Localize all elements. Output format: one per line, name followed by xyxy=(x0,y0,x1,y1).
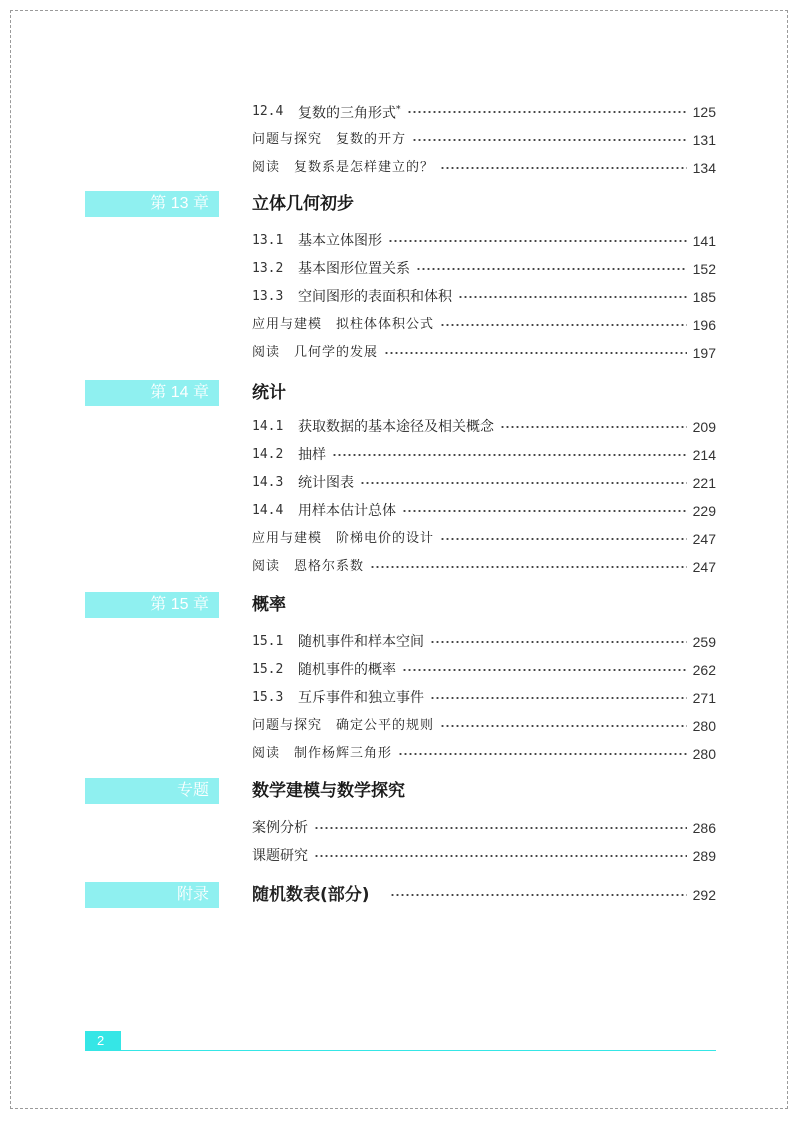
toc-entry[interactable] xyxy=(252,101,716,123)
section-number: 13.2 xyxy=(252,261,284,276)
toc-entry[interactable] xyxy=(252,286,716,308)
dot-leader xyxy=(388,240,687,242)
toc-entry[interactable] xyxy=(252,845,716,867)
section-title-text: 问题与探究 确定公平的规则 xyxy=(252,718,435,733)
toc-entry[interactable] xyxy=(252,314,716,336)
section-title-text: 阅读 制作杨辉三角形 xyxy=(252,746,393,761)
section-title xyxy=(252,528,434,550)
dot-leader xyxy=(440,324,687,326)
section-title xyxy=(252,817,308,839)
dot-leader xyxy=(390,894,687,896)
section-number: 15.3 xyxy=(252,690,284,705)
section-title-text: 获取数据的基本途径及相关概念 xyxy=(298,419,494,435)
section-number: 15.2 xyxy=(252,662,284,677)
dot-leader xyxy=(440,538,687,540)
section-title-text: 随机事件和样本空间 xyxy=(298,634,424,650)
page-number-ref: 152 xyxy=(692,261,716,277)
dot-leader xyxy=(430,641,687,643)
page-number-ref: 131 xyxy=(692,132,716,148)
section-number: 15.1 xyxy=(252,634,284,649)
toc-entry[interactable] xyxy=(252,342,716,364)
section-title xyxy=(298,230,382,252)
appendix-title: 随机数表(部分) xyxy=(252,885,370,905)
toc-entry[interactable] xyxy=(252,500,716,522)
section-title xyxy=(252,715,434,737)
section-title-text: 应用与建模 阶梯电价的设计 xyxy=(252,531,435,546)
page-number: 2 xyxy=(85,1031,121,1051)
toc-entry[interactable] xyxy=(252,416,716,438)
optional-mark: * xyxy=(396,105,401,116)
section-title-text: 案例分析 xyxy=(252,820,308,836)
page-number-ref: 141 xyxy=(692,233,716,249)
page-number-ref: 280 xyxy=(692,746,716,762)
dot-leader xyxy=(360,482,687,484)
section-number: 14.3 xyxy=(252,475,284,490)
section-number: 12.4 xyxy=(252,104,284,119)
section-title-text: 抽样 xyxy=(298,447,326,463)
dot-leader xyxy=(402,510,687,512)
section-number: 13.3 xyxy=(252,289,284,304)
section-title xyxy=(298,416,494,438)
section-title xyxy=(252,743,392,765)
page-number-ref: 229 xyxy=(692,503,716,519)
page-number-ref: 125 xyxy=(692,104,716,120)
toc-entry[interactable] xyxy=(252,817,716,839)
dot-leader xyxy=(440,167,687,169)
dot-leader xyxy=(430,697,687,699)
page-number-ref: 197 xyxy=(692,345,716,361)
toc-entry[interactable] xyxy=(252,743,716,765)
dot-leader xyxy=(370,566,687,568)
chapter-title[interactable]: 统计 xyxy=(252,383,286,403)
dot-leader xyxy=(407,111,687,113)
footer-rule xyxy=(85,1050,716,1051)
dot-leader xyxy=(500,426,687,428)
dot-leader xyxy=(384,352,687,354)
toc-entry[interactable] xyxy=(252,715,716,737)
section-title xyxy=(252,342,378,364)
section-title xyxy=(298,286,452,308)
page-number-ref: 221 xyxy=(692,475,716,491)
section-number: 13.1 xyxy=(252,233,284,248)
toc-entry[interactable] xyxy=(252,258,716,280)
section-title-text: 阅读 恩格尔系数 xyxy=(252,559,365,574)
page-number-ref: 247 xyxy=(692,559,716,575)
page-number-ref: 134 xyxy=(692,160,716,176)
page-number-ref: 280 xyxy=(692,718,716,734)
section-title-text: 问题与探究 复数的开方 xyxy=(252,132,407,147)
page-number-ref: 289 xyxy=(692,848,716,864)
appendix-entry[interactable] xyxy=(252,884,716,906)
section-title xyxy=(252,556,364,578)
page-number-ref: 286 xyxy=(692,820,716,836)
chapter-title[interactable]: 立体几何初步 xyxy=(252,194,354,214)
page-number-ref: 247 xyxy=(692,531,716,547)
section-title-text: 阅读 几何学的发展 xyxy=(252,345,379,360)
section-title-text: 随机事件的概率 xyxy=(298,662,396,678)
dot-leader xyxy=(402,669,687,671)
dot-leader xyxy=(416,268,687,270)
page-number-ref: 262 xyxy=(692,662,716,678)
section-title xyxy=(252,157,434,179)
section-title xyxy=(298,472,354,494)
section-title xyxy=(298,687,424,709)
chapter-tag: 第 13 章 xyxy=(85,191,219,217)
section-title xyxy=(252,129,406,151)
section-title xyxy=(298,500,396,522)
section-title xyxy=(252,314,434,336)
toc-entry[interactable] xyxy=(252,444,716,466)
toc-entry[interactable] xyxy=(252,528,716,550)
section-title-text: 复数的三角形式 xyxy=(298,105,396,122)
section-title-text: 应用与建模 拟柱体体积公式 xyxy=(252,317,435,332)
section-title-text: 课题研究 xyxy=(252,848,308,864)
section-title-text: 统计图表 xyxy=(298,475,354,491)
section-title xyxy=(298,99,401,125)
section-title-text: 阅读 复数系是怎样建立的？ xyxy=(252,160,435,175)
page-number-ref: 196 xyxy=(692,317,716,333)
toc-entry[interactable] xyxy=(252,157,716,179)
section-number: 14.4 xyxy=(252,503,284,518)
section-title-text: 用样本估计总体 xyxy=(298,503,396,519)
dot-leader xyxy=(332,454,687,456)
section-title xyxy=(298,444,326,466)
toc-entry[interactable] xyxy=(252,230,716,252)
section-title xyxy=(298,659,396,681)
section-title xyxy=(252,845,308,867)
appendix-tag: 附录 xyxy=(85,882,219,908)
chapter-tag: 专题 xyxy=(85,778,219,804)
page-number-ref: 292 xyxy=(692,887,716,903)
page-number-ref: 209 xyxy=(692,419,716,435)
toc-entry[interactable] xyxy=(252,631,716,653)
page-number-ref: 271 xyxy=(692,690,716,706)
page-number-ref: 214 xyxy=(692,447,716,463)
dot-leader xyxy=(398,753,687,755)
section-title-text: 空间图形的表面积和体积 xyxy=(298,289,452,305)
chapter-tag: 第 14 章 xyxy=(85,380,219,406)
section-number: 14.2 xyxy=(252,447,284,462)
toc-entry[interactable] xyxy=(252,659,716,681)
chapter-title[interactable]: 数学建模与数学探究 xyxy=(252,781,405,801)
toc-entry[interactable] xyxy=(252,129,716,151)
dot-leader xyxy=(458,296,687,298)
section-title xyxy=(298,631,424,653)
dot-leader xyxy=(412,139,687,141)
page-number-ref: 185 xyxy=(692,289,716,305)
toc-entry[interactable] xyxy=(252,687,716,709)
section-title-text: 基本立体图形 xyxy=(298,233,382,249)
page-number-ref: 259 xyxy=(692,634,716,650)
dot-leader xyxy=(440,725,687,727)
section-title-text: 互斥事件和独立事件 xyxy=(298,690,424,706)
chapter-tag: 第 15 章 xyxy=(85,592,219,618)
toc-entry[interactable] xyxy=(252,556,716,578)
section-title xyxy=(298,258,410,280)
section-title-text: 基本图形位置关系 xyxy=(298,261,410,277)
toc-entry[interactable] xyxy=(252,472,716,494)
dot-leader xyxy=(314,827,687,829)
chapter-title[interactable]: 概率 xyxy=(252,595,286,615)
dot-leader xyxy=(314,855,687,857)
section-number: 14.1 xyxy=(252,419,284,434)
